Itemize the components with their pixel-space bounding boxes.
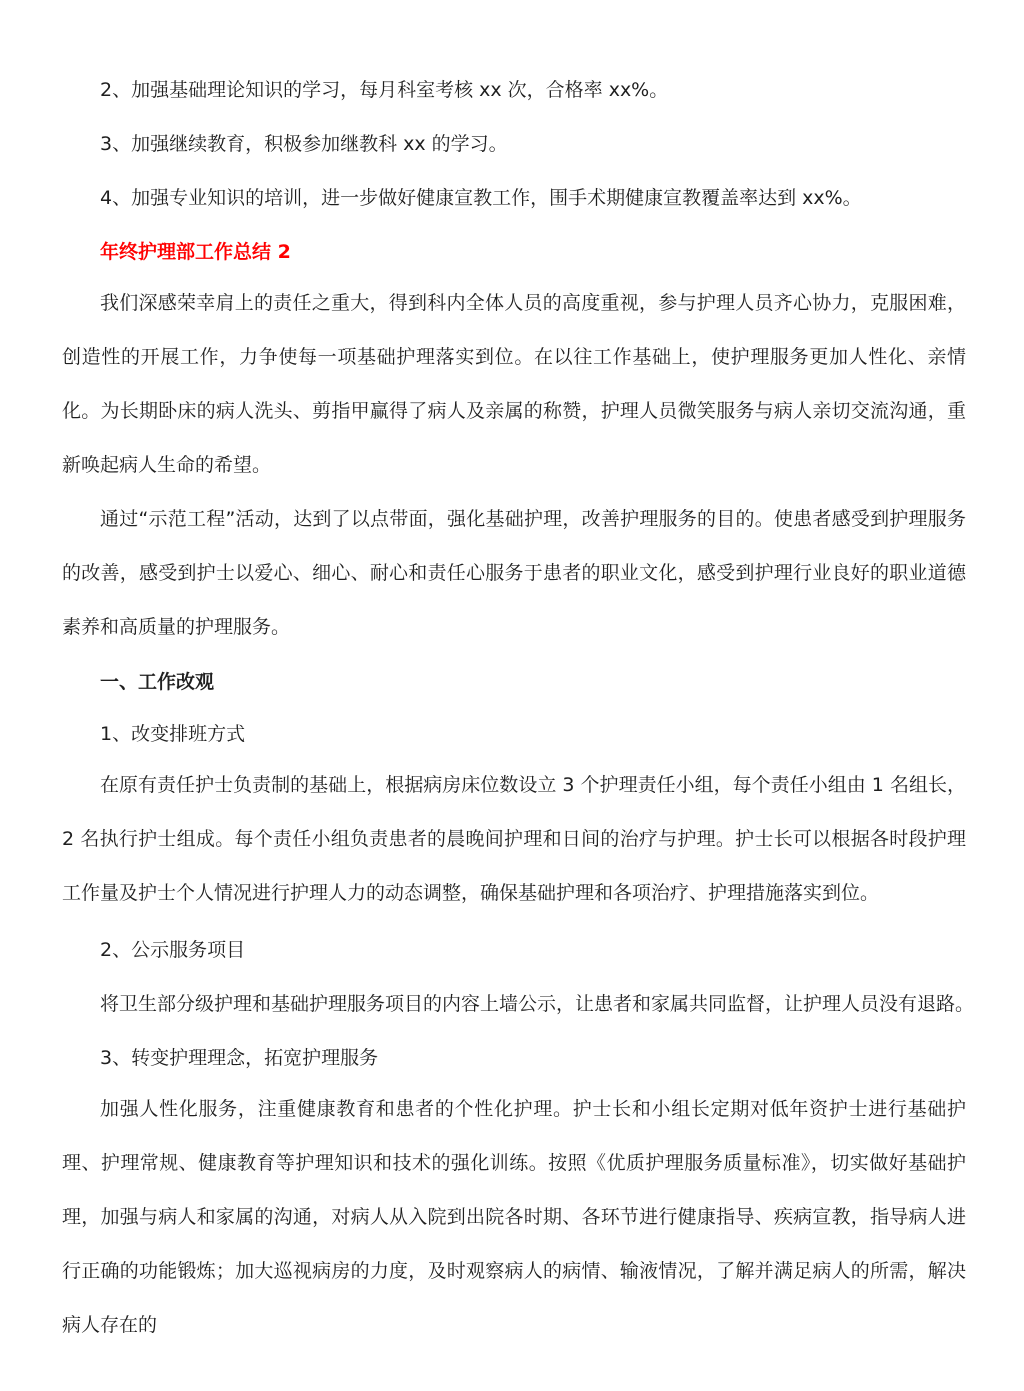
item-title: 3、转变护理理念，拓宽护理服务 — [100, 1047, 379, 1069]
paragraph: 通过“示范工程”活动，达到了以点带面，强化基础护理，改善护理服务的目的。使患者感受到护理服务的改善，感受到护士以爱心、细心、耐心和责任心服务于患者的职业文化，感受到护理行业良好的职业道德素养和高质量的护理服务。 — [62, 508, 966, 638]
list-item: 4、加强专业知识的培训，进一步做好健康宣教工作，围手术期健康宣教覆盖率达到 xx%。 — [100, 187, 862, 209]
paragraph: 将卫生部分级护理和基础护理服务项目的内容上墙公示，让患者和家属共同监督，让护理人员没有退路。 — [100, 993, 975, 1015]
list-item: 3、加强继续教育，积极参加继教科 xx 的学习。 — [100, 133, 508, 155]
section-title: 年终护理部工作总结 2 — [100, 241, 291, 263]
list-item: 2、加强基础理论知识的学习，每月科室考核 xx 次，合格率 xx%。 — [100, 79, 669, 101]
paragraph: 我们深感荣幸肩上的责任之重大，得到科内全体人员的高度重视，参与护理人员齐心协力，克服困难，创造性的开展工作，力争使每一项基础护理落实到位。在以往工作基础上，使护理服务更加人性化、亲情化。为长期卧床的病人洗头、剪指甲赢得了病人及亲属的称赞，护理人员微笑服务与病人亲切交流沟通，重新唤起病人生命的希望。 — [62, 292, 966, 476]
paragraph: 加强人性化服务，注重健康教育和患者的个性化护理。护士长和小组长定期对低年资护士进行基础护理、护理常规、健康教育等护理知识和技术的强化训练。按照《优质护理服务质量标准》，切实做好基础护理，加强与病人和家属的沟通，对病人从入院到出院各时期、各环节进行健康指导、疾病宣教，指导病人进行正确的功能锻炼；加大巡视病房的力度，及时观察病人的病情、输液情况，了解并满足病人的所需，解决病人存在的 — [62, 1098, 966, 1336]
subheading: 一、工作改观 — [100, 671, 215, 693]
item-title: 1、改变排班方式 — [100, 723, 246, 745]
paragraph: 在原有责任护士负责制的基础上，根据病房床位数设立 3 个护理责任小组，每个责任小组由 1 名组长，2 名执行护士组成。每个责任小组负责患者的晨晚间护理和日间的治疗与护理。护士长可以根据各时段护理工作量及护士个人情况进行护理人力的动态调整，确保基础护理和各项治疗、护理措施落实到位。 — [62, 774, 966, 904]
item-title: 2、公示服务项目 — [100, 939, 246, 961]
